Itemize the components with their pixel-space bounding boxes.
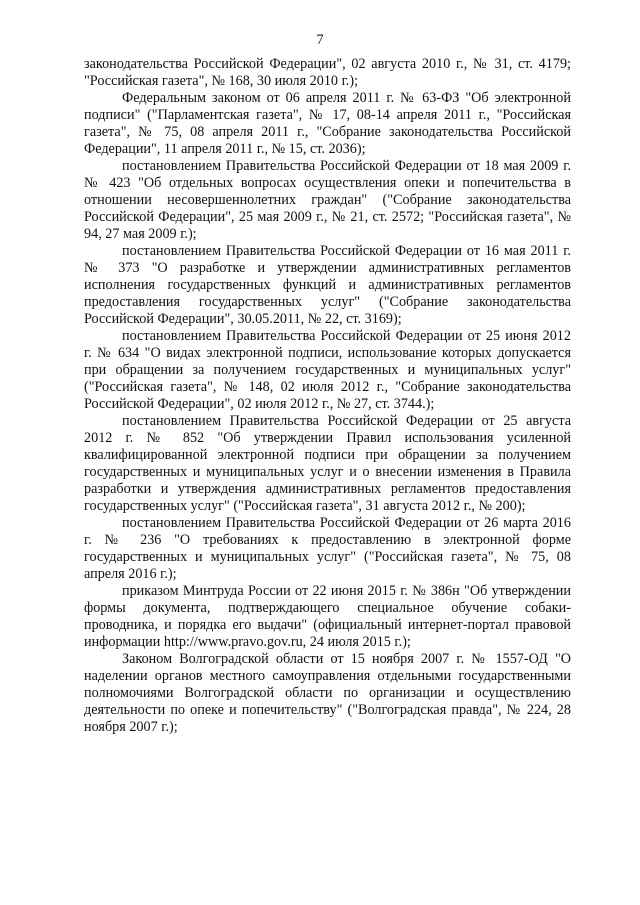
document-body — [84, 56, 571, 736]
paragraph-resolution-423: постановлением Правительства Российской Федерации от 18 мая 2009 г. № 423 "Об отдельных вопросах осуществления опеки и попечительства в отношении несовершеннолетних граждан" ("Собрание законодательства Российской Федерации", 25 мая 2009 г., № 21, ст. 2572; "Российская газета", № 94, 27 мая 2009 г.); — [84, 158, 571, 242]
paragraph-resolution-852: постановлением Правительства Российской Федерации от 25 августа 2012 г. № 852 "Об утверждении Правил использования усиленной квалифицированной электронной подписи при обращении за получением государственных и муниципальных услуг и о внесении изменения в Правила разработки и утверждения административных регламентов предоставления государственных услуг" ("Российская газета", 31 августа 2012 г., № 200); — [84, 413, 571, 514]
paragraph-continuation: законодательства Российской Федерации", 02 августа 2010 г., № 31, ст. 4179; "Российская газета", № 168, 30 июля 2010 г.); — [84, 56, 571, 89]
page-number: 7 — [316, 32, 324, 48]
paragraph-federal-law-63fz: Федеральным законом от 06 апреля 2011 г. № 63-ФЗ "Об электронной подписи" ("Парламентская газета", № 17, 08-14 апреля 2011 г., "Российская газета", № 75, 08 апреля 2011 г., "Собрание законодательства Российской Федерации", 11 апреля 2011 г., № 15, ст. 2036); — [84, 90, 571, 157]
paragraph-resolution-373: постановлением Правительства Российской Федерации от 16 мая 2011 г. № 373 "О разработке и утверждении административных регламентов исполнения государственных функций и административных регламентов предоставления государственных услуг" ("Собрание законодательства Российской Федерации", 30.05.2011, № 22, ст. 3169); — [84, 243, 571, 327]
paragraph-resolution-236: постановлением Правительства Российской Федерации от 26 марта 2016 г. № 236 "О требованиях к предоставлению в электронной форме государственных и муниципальных услуг" ("Российская газета", № 75, 08 апреля 2016 г.); — [84, 515, 571, 582]
paragraph-volgograd-law-1557: Законом Волгоградской области от 15 ноября 2007 г. № 1557-ОД "О наделении органов местного самоуправления отдельными государственными полномочиями Волгоградской области по организации и осуществлению деятельности по опеке и попечительству" ("Волгоградская правда", № 224, 28 ноября 2007 г.); — [84, 651, 571, 735]
paragraph-resolution-634: постановлением Правительства Российской Федерации от 25 июня 2012 г. № 634 "О видах электронной подписи, использование которых допускается при обращении за получением государственных и муниципальных услуг" ("Российская газета", № 148, 02 июля 2012 г., "Собрание законодательства Российской Федерации", 02 июля 2012 г., № 27, ст. 3744.); — [84, 328, 571, 412]
paragraph-order-386n: приказом Минтруда России от 22 июня 2015 г. № 386н "Об утверждении формы документа, подтверждающего специальное обучение собаки-проводника, и порядка его выдачи" (официальный интернет-портал правовой информации http://www.pravo.gov.ru, 24 июля 2015 г.); — [84, 583, 571, 650]
